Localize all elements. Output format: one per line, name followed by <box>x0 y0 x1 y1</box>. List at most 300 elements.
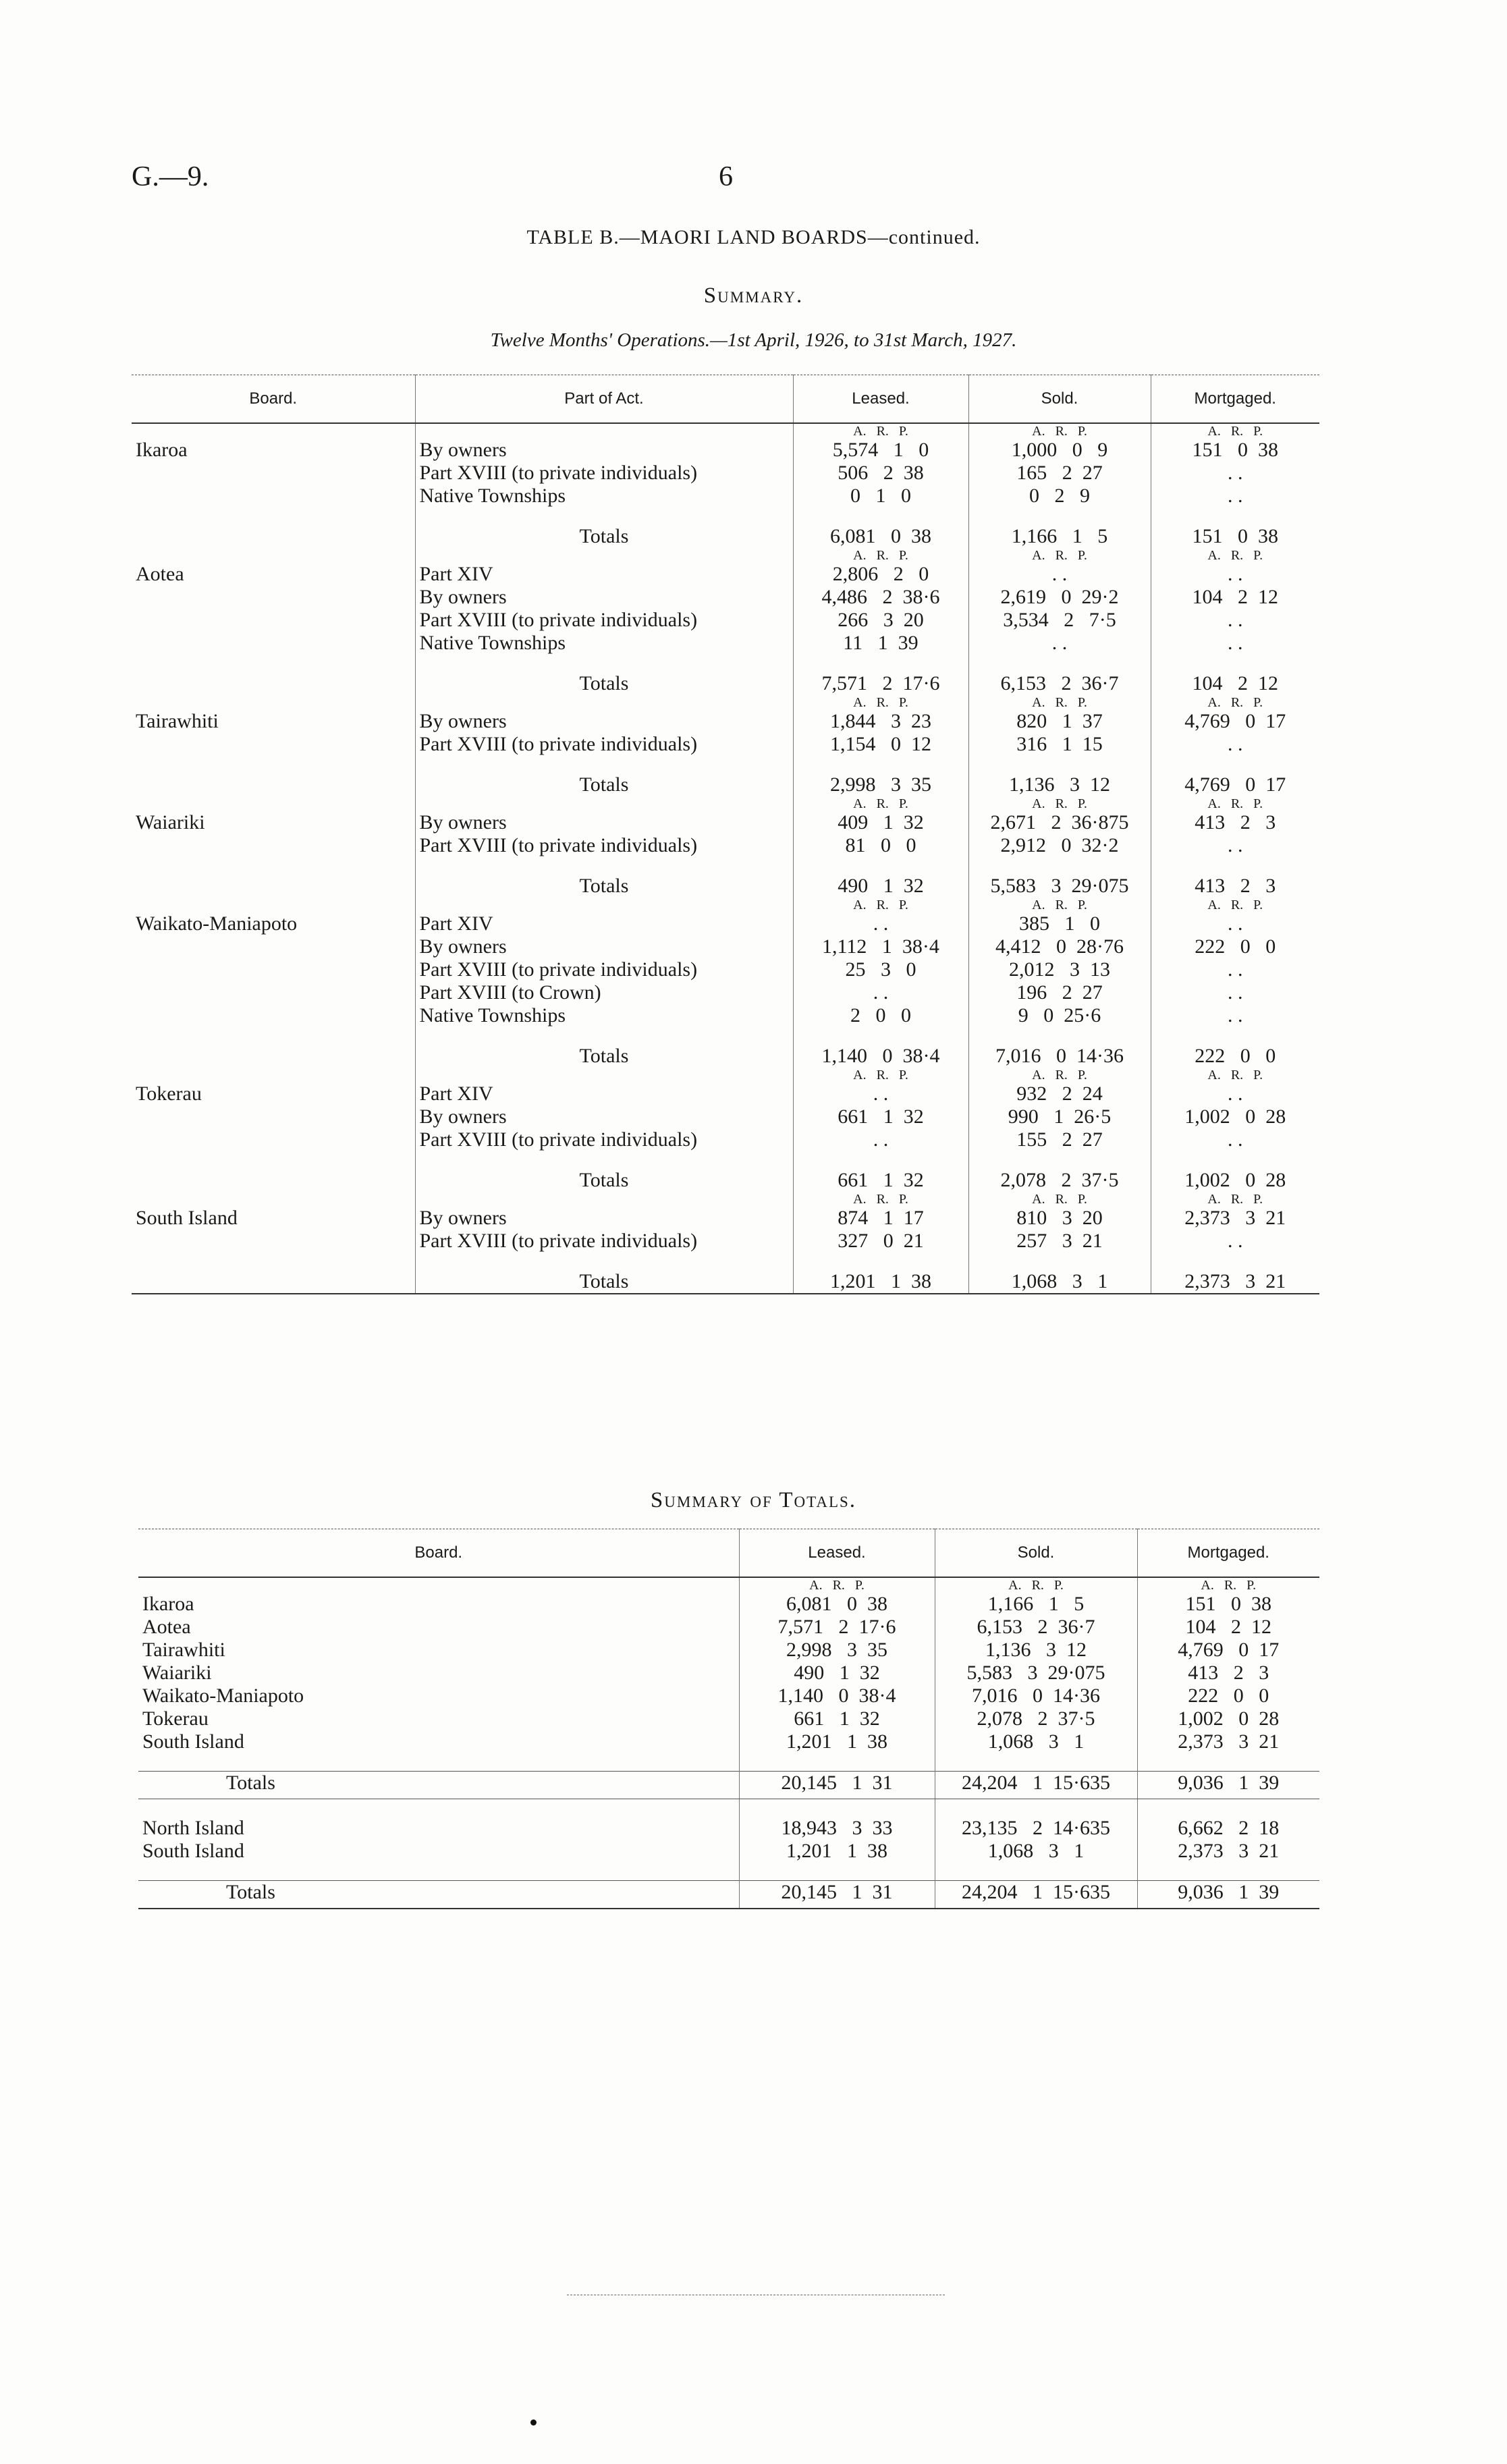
spacer-row <box>132 1253 1319 1270</box>
spacer-cell <box>793 508 968 525</box>
spacer-cell <box>739 1799 935 1817</box>
spacer-cell <box>132 1151 415 1169</box>
table-title: TABLE B.—MAORI LAND BOARDS—continued. <box>526 226 981 248</box>
mortgaged-value: 104 2 12 <box>1137 1616 1319 1639</box>
col-header-sold: Sold. <box>935 1529 1137 1578</box>
unit-label: A. R. P. <box>739 1577 935 1593</box>
spacer-cell <box>415 655 793 672</box>
spacer-row <box>132 1151 1319 1169</box>
mortgaged-value: . . <box>1151 981 1319 1004</box>
board-name <box>132 834 415 857</box>
spacer-cell <box>138 1577 739 1593</box>
leased-value: 2,806 2 0 <box>793 563 968 586</box>
leased-value: 1,112 1 38·4 <box>793 935 968 958</box>
sold-value: 932 2 24 <box>968 1083 1151 1105</box>
leased-total: 20,145 1 31 <box>739 1772 935 1799</box>
table-row <box>138 1685 1319 1707</box>
spacer-cell <box>138 1799 739 1817</box>
board-name <box>132 733 415 756</box>
sold-value: 1,166 1 5 <box>935 1593 1137 1616</box>
leased-total: 1,201 1 38 <box>793 1270 968 1294</box>
sold-total: 6,153 2 36·7 <box>968 672 1151 695</box>
totals-row <box>132 1045 1319 1068</box>
spacer-cell <box>1151 857 1319 875</box>
mortgaged-value: 6,662 2 18 <box>1137 1817 1319 1840</box>
totals-label: Totals <box>415 1270 793 1294</box>
spacer-cell <box>132 655 415 672</box>
table-row <box>132 462 1319 485</box>
leased-value: 4,486 2 38·6 <box>793 586 968 609</box>
spacer-cell <box>1151 1253 1319 1270</box>
part-of-act: By owners <box>415 935 793 958</box>
table-row <box>132 811 1319 834</box>
totals-label: Totals <box>138 1772 739 1799</box>
unit-label: A. R. P. <box>1151 796 1319 811</box>
unit-label: A. R. P. <box>968 548 1151 563</box>
leased-value: 409 1 32 <box>793 811 968 834</box>
summary-of-totals-heading: Summary of Totals. <box>650 1488 857 1512</box>
mortgaged-value: . . <box>1151 834 1319 857</box>
sold-value: 7,016 0 14·36 <box>935 1685 1137 1707</box>
part-of-act: By owners <box>415 1105 793 1128</box>
mortgaged-total: 222 0 0 <box>1151 1045 1319 1068</box>
table-row <box>132 632 1319 655</box>
totals-label: Totals <box>415 1045 793 1068</box>
sold-value: . . <box>968 563 1151 586</box>
board-name <box>132 981 415 1004</box>
spacer-cell <box>132 1068 415 1083</box>
board-name <box>132 1105 415 1128</box>
spacer-cell <box>138 1863 739 1881</box>
unit-row <box>132 1068 1319 1083</box>
spacer-cell <box>968 1151 1151 1169</box>
part-of-act: Part XVIII (to private individuals) <box>415 834 793 857</box>
mortgaged-value: . . <box>1151 485 1319 508</box>
board-name <box>132 1128 415 1151</box>
spacer-cell <box>1151 1027 1319 1045</box>
spacer-cell <box>968 1253 1151 1270</box>
sold-value: 23,135 2 14·635 <box>935 1817 1137 1840</box>
part-of-act: By owners <box>415 439 793 462</box>
part-of-act: Part XVIII (to private individuals) <box>415 958 793 981</box>
col-header-leased: Leased. <box>739 1529 935 1578</box>
mortgaged-total: 9,036 1 39 <box>1137 1772 1319 1799</box>
leased-value: 1,201 1 38 <box>739 1840 935 1863</box>
spacer-cell <box>132 525 415 548</box>
mortgaged-value: . . <box>1151 1004 1319 1027</box>
leased-value: 1,140 0 38·4 <box>739 1685 935 1707</box>
leased-value: 2 0 0 <box>793 1004 968 1027</box>
mortgaged-value: 413 2 3 <box>1151 811 1319 834</box>
spacer-cell <box>132 1169 415 1192</box>
spacer-cell <box>132 423 415 439</box>
sold-total: 5,583 3 29·075 <box>968 875 1151 898</box>
spacer-cell <box>415 1027 793 1045</box>
board-name: Tokerau <box>136 1083 202 1105</box>
spacer-cell <box>968 508 1151 525</box>
sold-value: 2,619 0 29·2 <box>968 586 1151 609</box>
spacer-cell <box>935 1799 1137 1817</box>
unit-label: A. R. P. <box>935 1577 1137 1593</box>
spacer-cell <box>793 756 968 773</box>
board-name: Tairawhiti <box>136 710 219 732</box>
spacer-row <box>132 1027 1319 1045</box>
island-name: North Island <box>142 1817 244 1839</box>
leased-value: . . <box>793 981 968 1004</box>
board-name <box>132 958 415 981</box>
spacer-cell <box>793 857 968 875</box>
sold-value: 0 2 9 <box>968 485 1151 508</box>
mortgaged-value: . . <box>1151 958 1319 981</box>
totals-label: Totals <box>415 1169 793 1192</box>
leased-value: . . <box>793 912 968 935</box>
table-row <box>138 1730 1319 1753</box>
spacer-cell <box>132 1270 415 1294</box>
spacer-cell <box>415 423 793 439</box>
leased-total: 7,571 2 17·6 <box>793 672 968 695</box>
spacer-row <box>138 1863 1319 1881</box>
spacer-cell <box>132 857 415 875</box>
spacer-cell <box>132 875 415 898</box>
leased-value: 1,154 0 12 <box>793 733 968 756</box>
spacer-cell <box>132 898 415 912</box>
part-of-act: Part XVIII (to private individuals) <box>415 1128 793 1151</box>
sold-value: 165 2 27 <box>968 462 1151 485</box>
sold-value: 2,012 3 13 <box>968 958 1151 981</box>
unit-label: A. R. P. <box>968 1068 1151 1083</box>
leased-total: 6,081 0 38 <box>793 525 968 548</box>
spacer-cell <box>132 548 415 563</box>
unit-label: A. R. P. <box>968 695 1151 710</box>
part-of-act: Native Townships <box>415 632 793 655</box>
spacer-row <box>138 1753 1319 1772</box>
unit-label: A. R. P. <box>1151 695 1319 710</box>
board-name <box>132 462 415 485</box>
mortgaged-value: 2,373 3 21 <box>1137 1730 1319 1753</box>
board-name: Ikaroa <box>142 1593 194 1615</box>
leased-value: 1,844 3 23 <box>793 710 968 733</box>
spacer-cell <box>415 548 793 563</box>
unit-label: A. R. P. <box>1137 1577 1319 1593</box>
spacer-cell <box>739 1863 935 1881</box>
mortgaged-value: 4,769 0 17 <box>1137 1639 1319 1662</box>
board-name: South Island <box>136 1207 238 1229</box>
table-row <box>132 1230 1319 1253</box>
board-name <box>132 632 415 655</box>
spacer-cell <box>968 756 1151 773</box>
part-of-act: Part XIV <box>415 1083 793 1105</box>
leased-grand-total: 20,145 1 31 <box>739 1881 935 1909</box>
unit-label: A. R. P. <box>793 1192 968 1207</box>
mortgaged-value: 222 0 0 <box>1137 1685 1319 1707</box>
leased-value: 506 2 38 <box>793 462 968 485</box>
board-name: Ikaroa <box>136 439 188 461</box>
mortgaged-value: . . <box>1151 912 1319 935</box>
unit-label: A. R. P. <box>793 423 968 439</box>
totals-row <box>132 1270 1319 1294</box>
sold-value: 196 2 27 <box>968 981 1151 1004</box>
spacer-row <box>138 1799 1319 1817</box>
unit-label: A. R. P. <box>793 1068 968 1083</box>
table-row <box>138 1707 1319 1730</box>
mortgaged-value: 1,002 0 28 <box>1151 1105 1319 1128</box>
table-row <box>132 935 1319 958</box>
unit-row <box>132 423 1319 439</box>
spacer-cell <box>415 756 793 773</box>
col-header-mortgaged: Mortgaged. <box>1137 1529 1319 1578</box>
table-row <box>132 609 1319 632</box>
spacer-cell <box>415 508 793 525</box>
table-row <box>132 834 1319 857</box>
totals-label: Totals <box>415 875 793 898</box>
leased-value: 25 3 0 <box>793 958 968 981</box>
spacer-cell <box>1137 1863 1319 1881</box>
unit-label: A. R. P. <box>1151 548 1319 563</box>
spacer-cell <box>132 1253 415 1270</box>
part-of-act: Part XVIII (to Crown) <box>415 981 793 1004</box>
spacer-cell <box>132 508 415 525</box>
table-row <box>132 981 1319 1004</box>
leased-value: 5,574 1 0 <box>793 439 968 462</box>
mortgaged-value: . . <box>1151 1083 1319 1105</box>
unit-row <box>132 1192 1319 1207</box>
leased-total: 490 1 32 <box>793 875 968 898</box>
sold-total: 1,136 3 12 <box>968 773 1151 796</box>
board-name <box>132 485 415 508</box>
unit-label: A. R. P. <box>1151 898 1319 912</box>
spacer-cell <box>793 1027 968 1045</box>
board-name <box>132 609 415 632</box>
leased-value: 11 1 39 <box>793 632 968 655</box>
leased-value: 0 1 0 <box>793 485 968 508</box>
part-of-act: Part XVIII (to private individuals) <box>415 733 793 756</box>
part-of-act: By owners <box>415 586 793 609</box>
sold-value: 316 1 15 <box>968 733 1151 756</box>
spacer-cell <box>132 1027 415 1045</box>
col-header-mortgaged: Mortgaged. <box>1151 375 1319 424</box>
col-header-board: Board. <box>138 1529 739 1578</box>
unit-row <box>132 548 1319 563</box>
part-of-act: Part XIV <box>415 563 793 586</box>
leased-value: 2,998 3 35 <box>739 1639 935 1662</box>
spacer-cell <box>132 773 415 796</box>
part-of-act: By owners <box>415 811 793 834</box>
leased-value: 1,201 1 38 <box>739 1730 935 1753</box>
totals-row <box>132 525 1319 548</box>
unit-row <box>138 1577 1319 1593</box>
board-name: Waiariki <box>136 811 205 833</box>
leased-value: . . <box>793 1083 968 1105</box>
table-row <box>132 563 1319 586</box>
table-row <box>132 958 1319 981</box>
grand-totals-row <box>138 1881 1319 1909</box>
part-of-act: Native Townships <box>415 485 793 508</box>
spacer-cell <box>793 1151 968 1169</box>
part-of-act: Part XIV <box>415 912 793 935</box>
spacer-row <box>132 508 1319 525</box>
mortgaged-value: . . <box>1151 733 1319 756</box>
unit-label: A. R. P. <box>968 898 1151 912</box>
sold-value: 2,078 2 37·5 <box>935 1707 1137 1730</box>
mortgaged-value: 222 0 0 <box>1151 935 1319 958</box>
table-row <box>132 1128 1319 1151</box>
mortgaged-value: 2,373 3 21 <box>1137 1840 1319 1863</box>
board-name: Aotea <box>136 563 184 585</box>
leased-value: 6,081 0 38 <box>739 1593 935 1616</box>
leased-value: 661 1 32 <box>739 1707 935 1730</box>
unit-row <box>132 898 1319 912</box>
mortgaged-value: 104 2 12 <box>1151 586 1319 609</box>
board-name <box>132 1230 415 1253</box>
mortgaged-total: 104 2 12 <box>1151 672 1319 695</box>
mortgaged-total: 2,373 3 21 <box>1151 1270 1319 1294</box>
sold-value: 990 1 26·5 <box>968 1105 1151 1128</box>
leased-total: 661 1 32 <box>793 1169 968 1192</box>
sold-value: 4,412 0 28·76 <box>968 935 1151 958</box>
sold-value: 820 1 37 <box>968 710 1151 733</box>
spacer-cell <box>793 655 968 672</box>
totals-label: Totals <box>415 672 793 695</box>
totals-label: Totals <box>138 1881 739 1909</box>
spacer-cell <box>1151 508 1319 525</box>
spacer-cell <box>739 1753 935 1772</box>
spacer-cell <box>1137 1753 1319 1772</box>
spacer-cell <box>132 695 415 710</box>
sold-value: 810 3 20 <box>968 1207 1151 1230</box>
part-of-act: By owners <box>415 1207 793 1230</box>
table-row <box>132 1105 1319 1128</box>
unit-label: A. R. P. <box>968 423 1151 439</box>
unit-label: A. R. P. <box>1151 1068 1319 1083</box>
spacer-cell <box>793 1253 968 1270</box>
spacer-cell <box>415 857 793 875</box>
sold-value: 1,068 3 1 <box>935 1730 1137 1753</box>
mortgaged-value: . . <box>1151 563 1319 586</box>
table-row <box>132 710 1319 733</box>
board-name <box>132 935 415 958</box>
sold-value: 155 2 27 <box>968 1128 1151 1151</box>
sold-grand-total: 24,204 1 15·635 <box>935 1881 1137 1909</box>
sold-value: 385 1 0 <box>968 912 1151 935</box>
leased-value: 18,943 3 33 <box>739 1817 935 1840</box>
spacer-cell <box>968 1027 1151 1045</box>
sold-value: 6,153 2 36·7 <box>935 1616 1137 1639</box>
totals-row <box>132 672 1319 695</box>
unit-label: A. R. P. <box>1151 1192 1319 1207</box>
spacer-cell <box>1137 1799 1319 1817</box>
spacer-cell <box>415 898 793 912</box>
mortgaged-value: 151 0 38 <box>1137 1593 1319 1616</box>
leased-total: 2,998 3 35 <box>793 773 968 796</box>
mortgaged-value: 151 0 38 <box>1151 439 1319 462</box>
sold-total: 7,016 0 14·36 <box>968 1045 1151 1068</box>
spacer-row <box>132 756 1319 773</box>
unit-label: A. R. P. <box>793 695 968 710</box>
sold-value: 1,068 3 1 <box>935 1840 1137 1863</box>
spacer-cell <box>935 1753 1137 1772</box>
summary-of-totals-table <box>138 1529 1319 1909</box>
col-header-leased: Leased. <box>793 375 968 424</box>
totals-label: Totals <box>415 773 793 796</box>
board-name: Waikato-Maniapoto <box>142 1685 304 1707</box>
spacer-row <box>132 655 1319 672</box>
leased-value: 490 1 32 <box>739 1662 935 1685</box>
part-of-act: Native Townships <box>415 1004 793 1027</box>
board-name: Waikato-Maniapoto <box>136 912 298 935</box>
mortgaged-grand-total: 9,036 1 39 <box>1137 1881 1319 1909</box>
unit-label: A. R. P. <box>1151 423 1319 439</box>
totals-row <box>138 1772 1319 1799</box>
mortgaged-value: . . <box>1151 632 1319 655</box>
mortgaged-total: 4,769 0 17 <box>1151 773 1319 796</box>
spacer-cell <box>968 655 1151 672</box>
spacer-cell <box>1151 756 1319 773</box>
totals-row <box>132 1169 1319 1192</box>
table-row <box>132 1207 1319 1230</box>
sold-value: 257 3 21 <box>968 1230 1151 1253</box>
totals-row <box>132 773 1319 796</box>
board-name: South Island <box>142 1730 244 1753</box>
col-header-sold: Sold. <box>968 375 1151 424</box>
sold-value: 5,583 3 29·075 <box>935 1662 1137 1685</box>
unit-label: A. R. P. <box>793 796 968 811</box>
spacer-cell <box>415 1253 793 1270</box>
spacer-cell <box>1151 1151 1319 1169</box>
table-row <box>138 1616 1319 1639</box>
col-header-part: Part of Act. <box>415 375 793 424</box>
spacer-cell <box>132 1045 415 1068</box>
board-name: Tokerau <box>142 1707 209 1730</box>
mortgaged-value: . . <box>1151 1230 1319 1253</box>
table-row <box>138 1817 1319 1840</box>
spacer-cell <box>415 796 793 811</box>
mortgaged-value: . . <box>1151 462 1319 485</box>
summary-of-totals-body <box>138 1577 1319 1909</box>
table-row <box>132 733 1319 756</box>
mortgaged-value: 1,002 0 28 <box>1137 1707 1319 1730</box>
island-name: South Island <box>142 1840 244 1862</box>
table-row <box>132 1083 1319 1105</box>
leased-value: 7,571 2 17·6 <box>739 1616 935 1639</box>
unit-label: A. R. P. <box>968 796 1151 811</box>
board-name: Tairawhiti <box>142 1639 225 1661</box>
table-row <box>132 485 1319 508</box>
spacer-cell <box>138 1753 739 1772</box>
table-row <box>138 1840 1319 1863</box>
mortgaged-value: 2,373 3 21 <box>1151 1207 1319 1230</box>
mortgaged-total: 151 0 38 <box>1151 525 1319 548</box>
page-reference: G.—9. <box>132 161 209 192</box>
spacer-cell <box>132 796 415 811</box>
spacer-cell <box>968 857 1151 875</box>
sold-value: 9 0 25·6 <box>968 1004 1151 1027</box>
spacer-row <box>132 857 1319 875</box>
unit-label: A. R. P. <box>968 1192 1151 1207</box>
unit-label: A. R. P. <box>793 898 968 912</box>
spacer-cell <box>415 1192 793 1207</box>
part-of-act: Part XVIII (to private individuals) <box>415 462 793 485</box>
totals-row <box>132 875 1319 898</box>
table-row <box>132 586 1319 609</box>
mortgaged-value: 413 2 3 <box>1137 1662 1319 1685</box>
leased-value: . . <box>793 1128 968 1151</box>
summary-subtitle: Twelve Months' Operations.—1st April, 1926, to 31st March, 1927. <box>490 329 1017 351</box>
board-name <box>132 586 415 609</box>
spacer-cell <box>415 1068 793 1083</box>
part-of-act: Part XVIII (to private individuals) <box>415 609 793 632</box>
sold-value: . . <box>968 632 1151 655</box>
board-name <box>132 1004 415 1027</box>
